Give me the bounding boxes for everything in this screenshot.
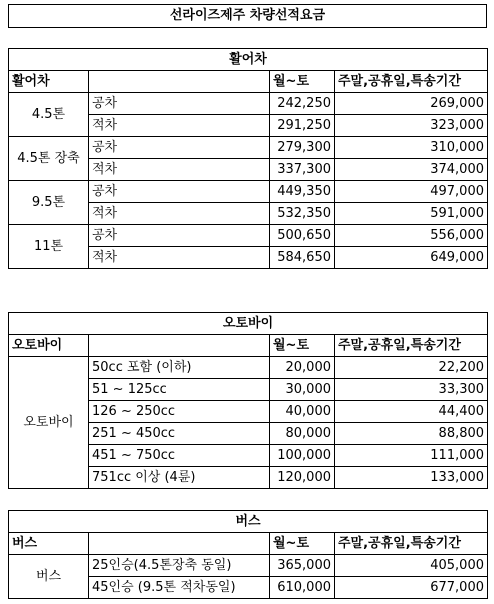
weekend-price: 133,000: [335, 467, 488, 489]
weekend-price: 310,000: [335, 137, 488, 159]
weekday-price: 100,000: [270, 445, 335, 467]
weekend-price: 405,000: [335, 555, 488, 577]
weekend-price: 497,000: [335, 181, 488, 203]
column-header: 월~토: [270, 71, 335, 93]
type-cell: 공차: [89, 225, 270, 247]
weekday-price: 532,350: [270, 203, 335, 225]
weekday-price: 584,650: [270, 247, 335, 269]
weekday-price: 337,300: [270, 159, 335, 181]
group-label: 4.5톤: [9, 93, 89, 137]
column-header: 월~토: [270, 533, 335, 555]
type-cell: 25인승(4.5톤장축 동일): [89, 555, 270, 577]
column-header: 활어차: [9, 71, 89, 93]
weekend-price: 111,000: [335, 445, 488, 467]
weekday-price: 242,250: [270, 93, 335, 115]
weekend-price: 22,200: [335, 357, 488, 379]
weekend-price: 88,800: [335, 423, 488, 445]
motorcycle-table: [8, 312, 488, 489]
type-cell: 451 ~ 750cc: [89, 445, 270, 467]
type-cell: 51 ~ 125cc: [89, 379, 270, 401]
weekday-price: 365,000: [270, 555, 335, 577]
page-title: 선라이즈제주 차량선적요금: [9, 5, 487, 28]
column-header: 버스: [9, 533, 89, 555]
column-header: [89, 335, 270, 357]
type-cell: 적차: [89, 115, 270, 137]
column-header: 주말,공휴일,특송기간: [335, 533, 488, 555]
weekday-price: 30,000: [270, 379, 335, 401]
type-cell: 공차: [89, 137, 270, 159]
weekday-price: 279,300: [270, 137, 335, 159]
weekend-price: 269,000: [335, 93, 488, 115]
column-header: 오토바이: [9, 335, 89, 357]
type-cell: 적차: [89, 247, 270, 269]
section-title: 오토바이: [9, 313, 488, 335]
weekend-price: 33,300: [335, 379, 488, 401]
title-table: [8, 4, 487, 28]
type-cell: 공차: [89, 181, 270, 203]
weekday-price: 40,000: [270, 401, 335, 423]
group-label: 버스: [9, 555, 89, 599]
group-label: 9.5톤: [9, 181, 89, 225]
weekend-price: 374,000: [335, 159, 488, 181]
weekday-price: 20,000: [270, 357, 335, 379]
group-label: 11톤: [9, 225, 89, 269]
weekday-price: 80,000: [270, 423, 335, 445]
type-cell: 적차: [89, 159, 270, 181]
type-cell: 공차: [89, 93, 270, 115]
section-title: 활어차: [9, 49, 488, 71]
type-cell: 50cc 포함 (이하): [89, 357, 270, 379]
section-title: 버스: [9, 511, 488, 533]
type-cell: 251 ~ 450cc: [89, 423, 270, 445]
column-header: 주말,공휴일,특송기간: [335, 71, 488, 93]
weekday-price: 449,350: [270, 181, 335, 203]
column-header: [89, 71, 270, 93]
weekday-price: 120,000: [270, 467, 335, 489]
weekend-price: 591,000: [335, 203, 488, 225]
weekend-price: 556,000: [335, 225, 488, 247]
weekday-price: 610,000: [270, 577, 335, 599]
group-label: 오토바이: [9, 357, 89, 489]
column-header: 주말,공휴일,특송기간: [335, 335, 488, 357]
fish-truck-table: [8, 48, 488, 269]
column-header: 월~토: [270, 335, 335, 357]
weekend-price: 323,000: [335, 115, 488, 137]
bus-table: [8, 510, 488, 599]
group-label: 4.5톤 장축: [9, 137, 89, 181]
column-header: [89, 533, 270, 555]
weekend-price: 649,000: [335, 247, 488, 269]
type-cell: 적차: [89, 203, 270, 225]
weekday-price: 291,250: [270, 115, 335, 137]
weekend-price: 677,000: [335, 577, 488, 599]
type-cell: 45인승 (9.5톤 적차동일): [89, 577, 270, 599]
weekend-price: 44,400: [335, 401, 488, 423]
type-cell: 126 ~ 250cc: [89, 401, 270, 423]
weekday-price: 500,650: [270, 225, 335, 247]
type-cell: 751cc 이상 (4륜): [89, 467, 270, 489]
